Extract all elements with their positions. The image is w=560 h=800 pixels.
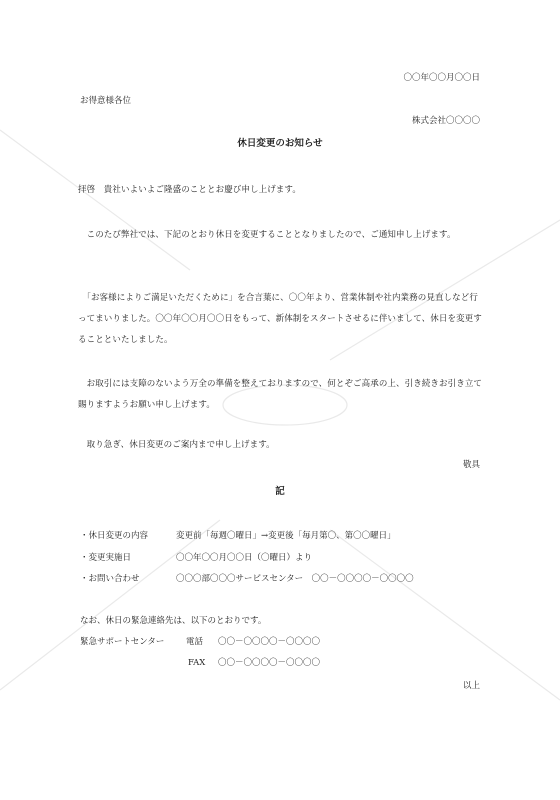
tel-value: 〇〇－〇〇〇〇－〇〇〇〇 xyxy=(218,637,321,647)
paragraph-3: お取引には支障のないよう万全の準備を整えておりますので、何とぞご高承の上、引き続きお引き立て賜りますようお願い申し上げます。 xyxy=(78,379,483,410)
fax-label: FAX xyxy=(188,658,206,668)
detail-label: ・お問い合わせ xyxy=(80,574,140,584)
paragraph-4: 取り急ぎ、休日変更のご案内まで申し上げます。 xyxy=(78,440,275,450)
detail-value: 〇〇〇部〇〇〇サービスセンター 〇〇－〇〇〇〇－〇〇〇〇 xyxy=(176,574,414,584)
greeting: 拝啓 貴社いよいよご隆盛のこととお慶び申し上げます。 xyxy=(78,185,301,195)
tel-label: 電話 xyxy=(186,637,204,647)
sender-company: 株式会社〇〇〇〇 xyxy=(411,116,480,126)
detail-label: ・休日変更の内容 xyxy=(80,531,149,541)
detail-value: 変更前「毎週〇曜日」→変更後「毎月第〇、第〇〇曜日」 xyxy=(176,531,396,541)
paragraph-2: 「お客様によりご満足いただくために」を合言葉に、〇〇年より、営業体制や社内業務の見直しなど行ってまいりました。〇〇年〇〇月〇〇日をもって、新体制をスタートさせるに伴いまして、休日を変更することといたしました。 xyxy=(78,293,482,345)
tel-row xyxy=(80,637,164,648)
closing-keigu: 敬具 xyxy=(462,460,480,470)
ki-heading: 記 xyxy=(275,486,285,497)
fax-value: 〇〇－〇〇〇〇－〇〇〇〇 xyxy=(218,658,321,668)
document-date: 〇〇年〇〇月〇〇日 xyxy=(403,73,480,83)
detail-value: 〇〇年〇〇月〇〇日（〇曜日）より xyxy=(176,553,313,563)
paragraph-1: このたび弊社では、下記のとおり休日を変更することとなりましたので、ご通知申し上げます。 xyxy=(78,230,456,240)
support-center-name: 緊急サポートセンター xyxy=(80,637,165,647)
recipient: お得意様各位 xyxy=(80,96,132,106)
emergency-note: なお、休日の緊急連絡先は、以下のとおりです。 xyxy=(80,616,267,626)
end-ijou: 以上 xyxy=(462,681,480,691)
detail-label: ・変更実施日 xyxy=(80,553,132,563)
document-title: 休日変更のお知らせ xyxy=(237,138,323,149)
